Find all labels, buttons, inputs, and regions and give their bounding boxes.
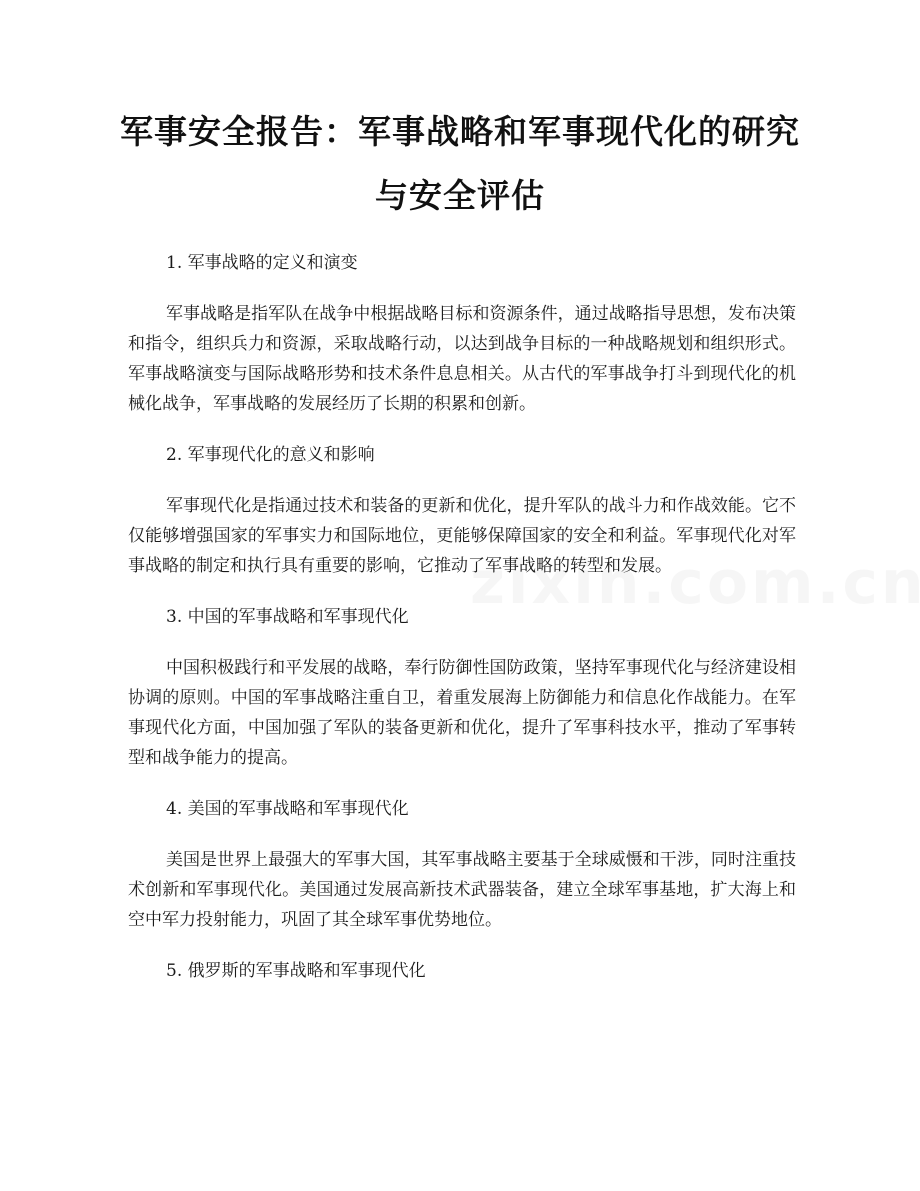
section-heading-5: 5. 俄罗斯的军事战略和军事现代化	[166, 961, 426, 981]
section-heading-1: 1. 军事战略的定义和演变	[166, 253, 358, 273]
section-heading-4: 4. 美国的军事战略和军事现代化	[166, 799, 409, 819]
section-paragraph-1: 军事战略是指军队在战争中根据战略目标和资源条件，通过战略指导思想，发布决策和指令，组织兵力和资源，采取战略行动，以达到战争目标的一种战略规划和组织形式。军事战略演变与国际战略形势和技术条件息息相关。从古代的军事战争打斗到现代化的机械化战争，军事战略的发展经历了长期的积累和创新。	[128, 304, 796, 414]
section-heading-2: 2. 军事现代化的意义和影响	[166, 445, 375, 465]
document-title: 军事安全报告：军事战略和军事现代化的研究与安全评估	[120, 112, 800, 215]
section-heading-3: 3. 中国的军事战略和军事现代化	[166, 607, 409, 627]
section-paragraph-3: 中国积极践行和平发展的战略，奉行防御性国防政策，坚持军事现代化与经济建设相协调的原则。中国的军事战略注重自卫，着重发展海上防御能力和信息化作战能力。在军事现代化方面，中国加强了军队的装备更新和优化，提升了军事科技水平，推动了军事转型和战争能力的提高。	[128, 658, 796, 768]
section-paragraph-4: 美国是世界上最强大的军事大国，其军事战略主要基于全球威慑和干涉，同时注重技术创新和军事现代化。美国通过发展高新技术武器装备，建立全球军事基地，扩大海上和空中军力投射能力，巩固了其全球军事优势地位。	[128, 850, 796, 930]
document-body	[128, 248, 796, 986]
section-paragraph-2: 军事现代化是指通过技术和装备的更新和优化，提升军队的战斗力和作战效能。它不仅能够增强国家的军事实力和国际地位，更能够保障国家的安全和利益。军事现代化对军事战略的制定和执行具有重要的影响，它推动了军事战略的转型和发展。	[128, 496, 796, 576]
